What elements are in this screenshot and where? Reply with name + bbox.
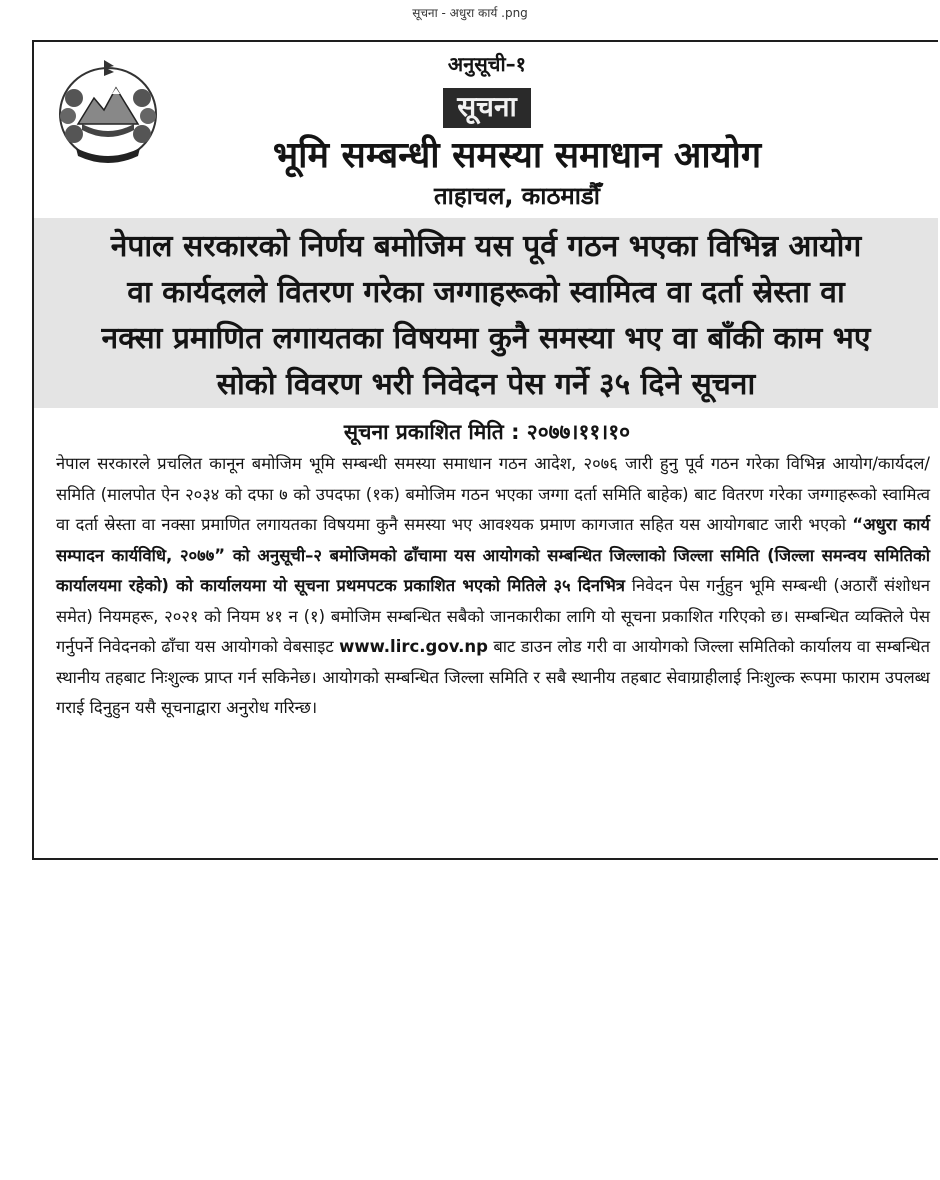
organization-location: ताहाचल, काठमाडौँ bbox=[433, 182, 601, 210]
organization-name: भूमि सम्बन्धी समस्या समाधान आयोग bbox=[272, 135, 762, 176]
website-link[interactable]: www.lirc.gov.np bbox=[339, 637, 488, 656]
file-name-label: सूचना - अधुरा कार्य .png bbox=[412, 6, 528, 20]
notice-headline bbox=[34, 218, 938, 408]
body-text-part: बाट डाउन लोड गरी वा आयोगको जिल्ला समितिको कार्यालय वा सम्बन्धित स्थानीय तहबाट निःशुल्क प्राप्त गर्न सकिनेछ। आयोगको सम्बन्धित जिल्ला समिति र सबै स्थानीय तहबाट सेवाग्राहीलाई निःशुल्क रूपमा फाराम उपलब्ध गराई दिनुहुन यसै सूचनाद्वारा अनुरोध गरिन्छ। bbox=[56, 637, 930, 717]
body-bold-part: “अधुरा कार्य सम्पादन कार्यविधि, २०७७” को अनुसूची–२ बमोजिमको ढाँचामा यस आयोगको सम्बन्धित जिल्लाको जिल्ला समिति (जिल्ला समन्वय समितिको कार्यालयमा रहेको) को कार्यालयमा यो सूचना प्रथमपटक प्रकाशित भएको मितिले ३५ दिनभित्र bbox=[56, 515, 930, 595]
publication-date: सूचना प्रकाशित मिति : २०७७।११।१० bbox=[343, 420, 631, 444]
headline-line: नक्सा प्रमाणित लगायतका विषयमा कुनै समस्या भए वा बाँकी काम भए bbox=[101, 321, 871, 356]
schedule-number: अनुसूची–१ bbox=[447, 52, 527, 76]
notice-frame bbox=[32, 40, 938, 860]
body-text-part: नेपाल सरकारले प्रचलित कानून बमोजिम भूमि सम्बन्धी समस्या समाधान गठन आदेश, २०७६ जारी हुनु पूर्व गठन गरेका विभिन्न आयोग/कार्यदल/समिति (मालपोत ऐन २०३४ को दफा ७ को उपदफा (१क) बमोजिम गठन भएका जग्गा दर्ता समिति बाहेक) बाट वितरण गरेका जग्गाहरूको स्वामित्व वा दर्ता स्रेस्ता वा नक्सा प्रमाणित लगायतका विषयमा कुनै समस्या भए आवश्यक प्रमाण कागजात सहित यस आयोगबाट जारी भएको bbox=[56, 454, 930, 534]
headline-line: सोको विवरण भरी निवेदन पेस गर्ने ३५ दिने सूचना bbox=[216, 367, 756, 402]
headline-line: वा कार्यदलले वितरण गरेका जग्गाहरूको स्वामित्व वा दर्ता स्रेस्ता वा bbox=[127, 275, 845, 310]
headline-line: नेपाल सरकारको निर्णय बमोजिम यस पूर्व गठन भएका विभिन्न आयोग bbox=[110, 229, 862, 264]
body-text-part: निवेदन पेस गर्नुहुन भूमि सम्बन्धी (अठारौं संशोधन समेत) नियमहरू, २०२१ को नियम ४१ न (१) बमोजिम सम्बन्धित सबैको जानकारीका लागि यो सूचना प्रकाशित गरिएको छ। सम्बन्धित व्यक्तिले पेस गर्नुपर्ने निवेदनको ढाँचा यस आयोगको वेबसाइट bbox=[56, 576, 931, 656]
notice-badge: सूचना bbox=[443, 88, 531, 128]
notice-body bbox=[56, 449, 930, 724]
notice-badge-wrap bbox=[34, 88, 940, 128]
